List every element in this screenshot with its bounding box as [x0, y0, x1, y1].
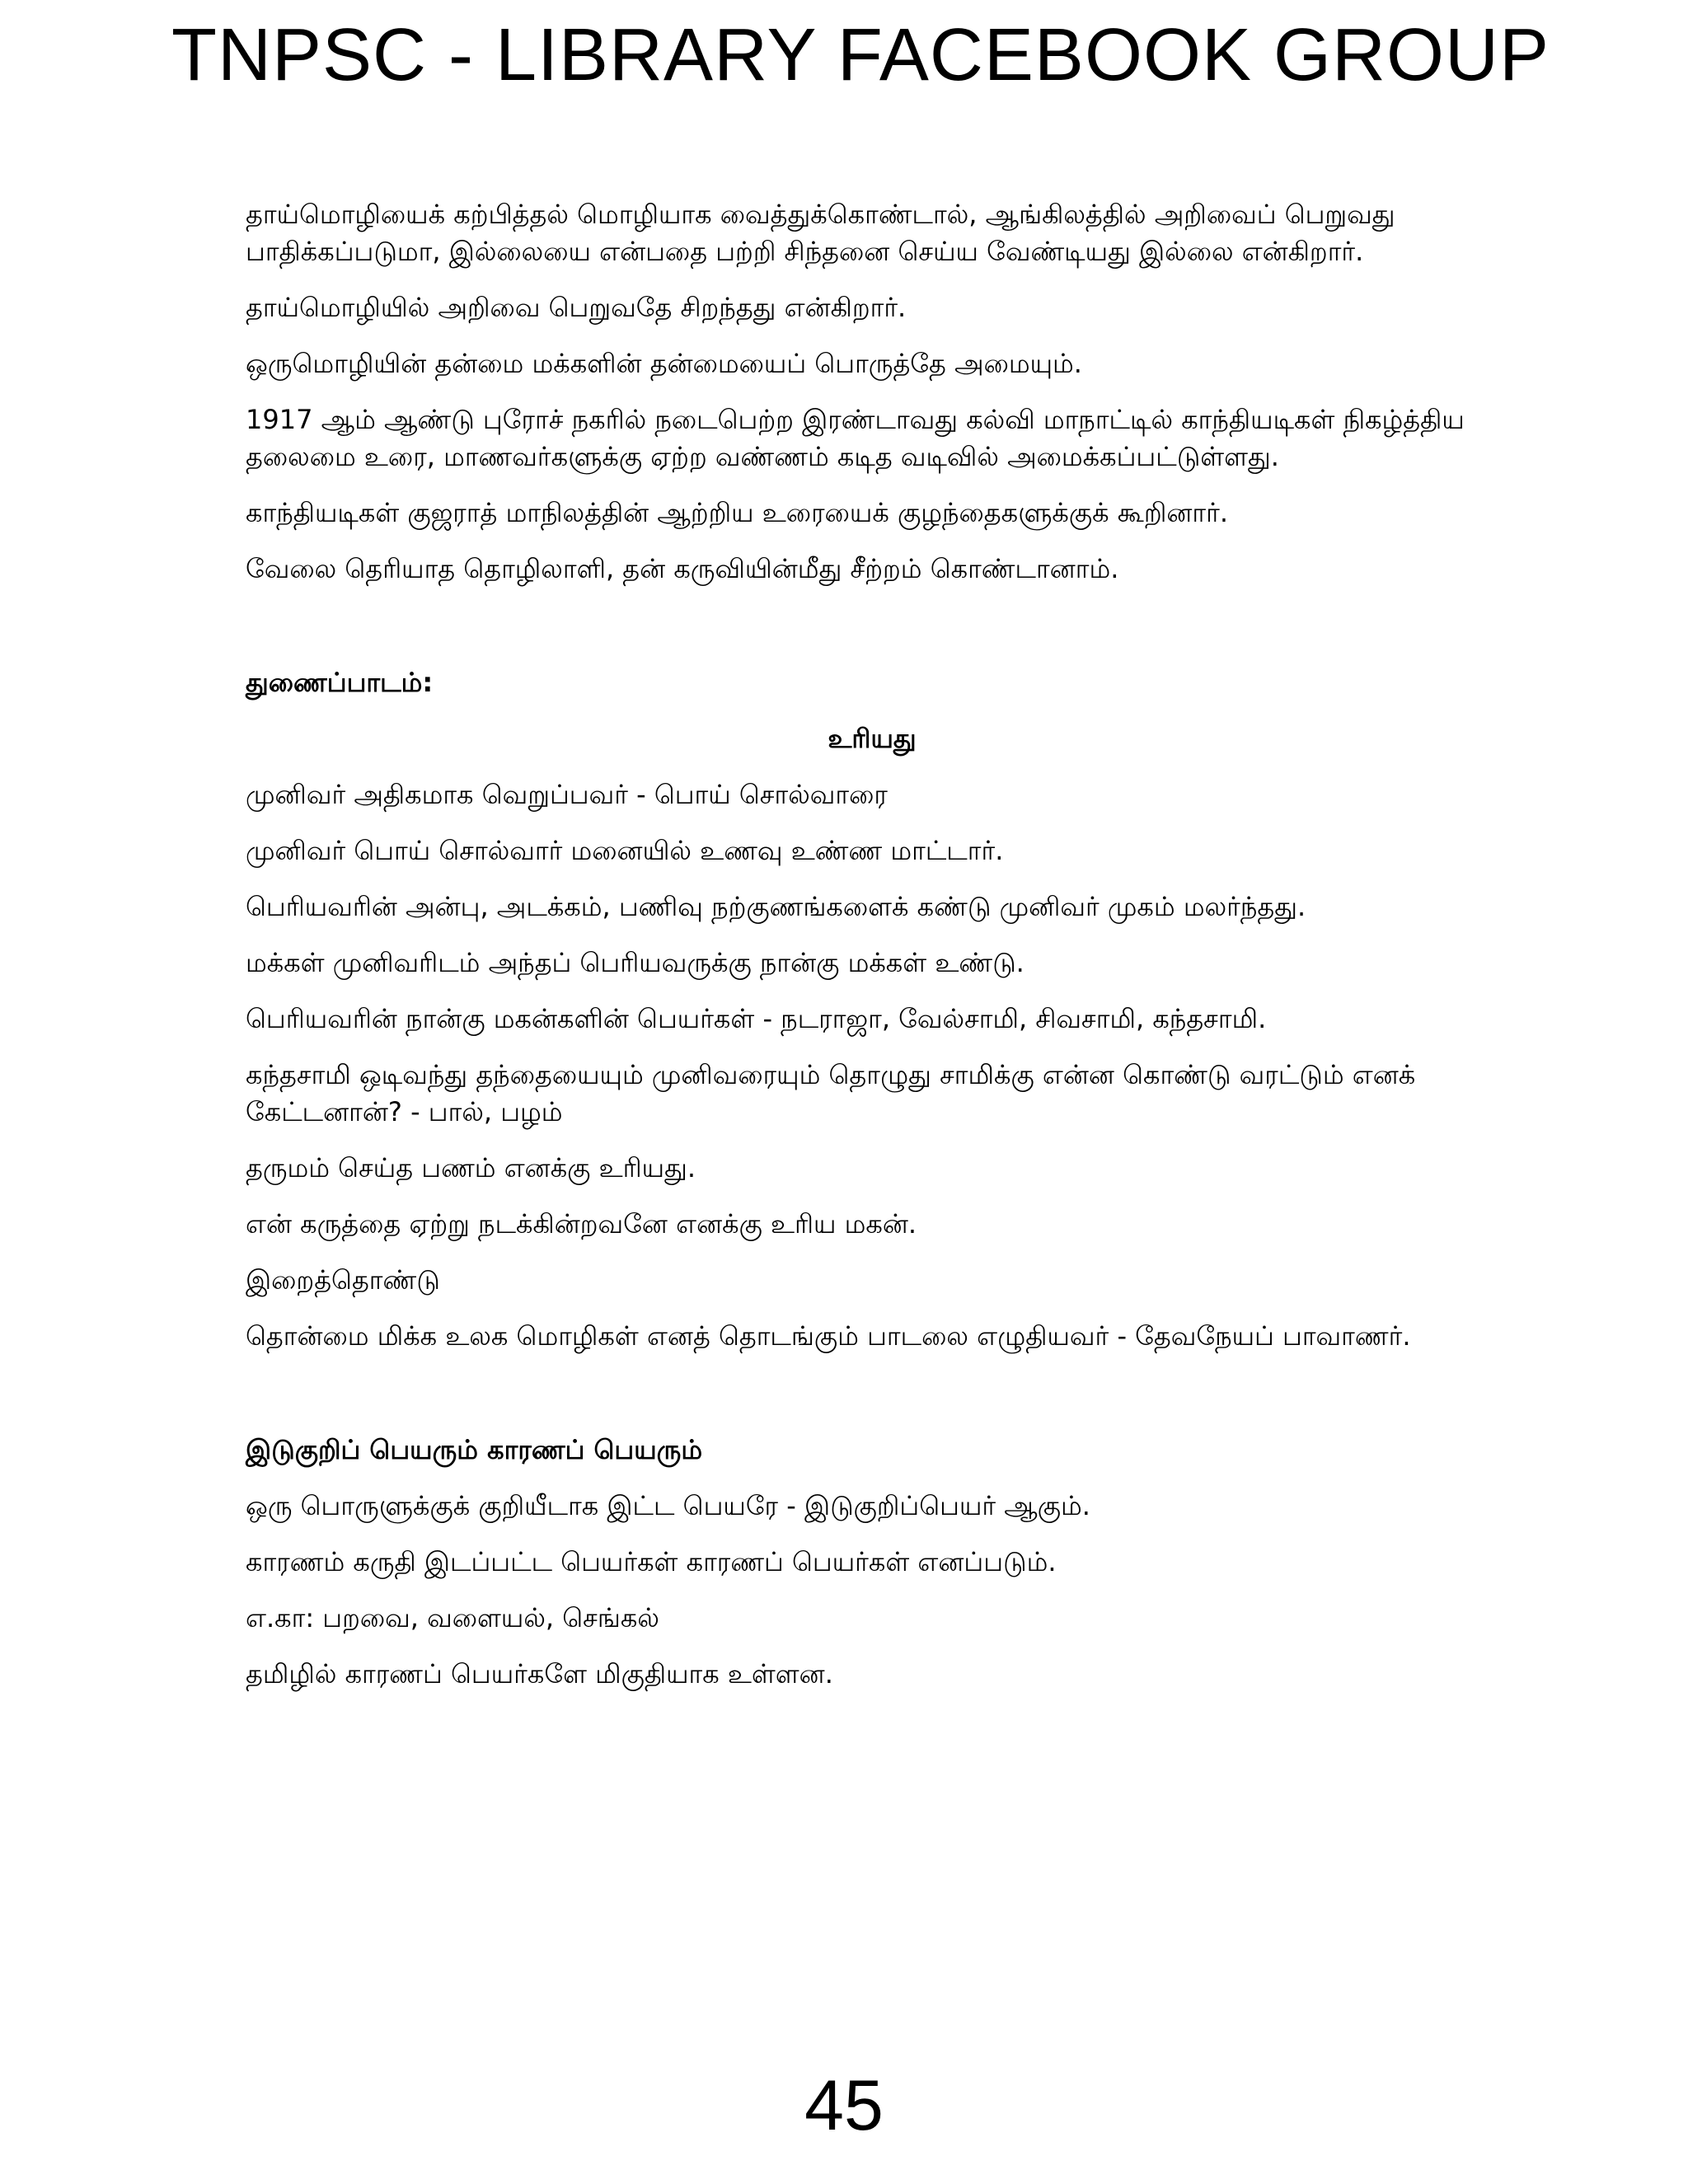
paragraph: ஒருமொழியின் தன்மை மக்களின் தன்மையைப் பொருத்தே அமையும்.	[246, 348, 1082, 379]
section-heading: துணைப்பாடம்:	[246, 667, 434, 698]
paragraph: என் கருத்தை ஏற்று நடக்கின்றவனே எனக்கு உரிய மகன்.	[246, 1208, 917, 1240]
section-name-types	[246, 1432, 1498, 1693]
page-header-title: TNPSC - LIBRARY FACEBOOK GROUP	[171, 14, 1550, 96]
paragraph: பெரியவரின் அன்பு, அடக்கம், பணிவு நற்குணங்களைக் கண்டு முனிவர் முகம் மலர்ந்தது.	[246, 891, 1306, 922]
paragraph: தமிழில் காரணப் பெயர்களே மிகுதியாக உள்ளன.	[246, 1658, 833, 1690]
paragraph: தருமம் செய்த பணம் எனக்கு உரியது.	[246, 1152, 696, 1183]
paragraph: எ.கா: பறவை, வளையல், செங்கல்	[246, 1602, 659, 1633]
lesson-title: உரியது	[828, 723, 917, 754]
paragraph: காரணம் கருதி இடப்பட்ட பெயர்கள் காரணப் பெயர்கள் எனப்படும்.	[246, 1546, 1057, 1577]
paragraph: ஒரு பொருளுக்குக் குறியீடாக இட்ட பெயரே - இடுகுறிப்பெயர் ஆகும்.	[246, 1490, 1090, 1521]
page-number: 45	[804, 2066, 884, 2145]
paragraph: தொன்மை மிக்க உலக மொழிகள் எனத் தொடங்கும் பாடலை எழுதியவர் - தேவநேயப் பாவாணர்.	[246, 1320, 1411, 1352]
paragraph: இறைத்தொண்டு	[246, 1264, 440, 1296]
document-body	[246, 196, 1498, 1712]
paragraph: கந்தசாமி ஒடிவந்து தந்தையையும் முனிவரையும் தொழுது சாமிக்கு என்ன கொண்டு வரட்டும் எனக் கேட்டனான்? - பால், பழம்	[246, 1059, 1416, 1127]
paragraph: தாய்மொழியில் அறிவை பெறுவதே சிறந்தது என்கிறார்.	[246, 292, 907, 323]
section-spacer	[246, 1374, 1498, 1432]
paragraph: தாய்மொழியைக் கற்பித்தல் மொழியாக வைத்துக்கொண்டால், ஆங்கிலத்தில் அறிவைப் பெறுவது பாதிக்கப்படுமா, இல்லையை என்பதை பற்றி சிந்தனை செய்ய வேண்டியது இல்லை என்கிறார்.	[246, 199, 1395, 267]
paragraph: 1917 ஆம் ஆண்டு புரோச் நகரில் நடைபெற்ற இரண்டாவது கல்வி மாநாட்டில் காந்தியடிகள் நிகழ்த்திய தலைமை உரை, மாணவர்களுக்கு ஏற்ற வண்ணம் கடித வடிவில் அமைக்கப்பட்டுள்ளது.	[246, 404, 1465, 472]
paragraph: காந்தியடிகள் குஜராத் மாநிலத்தின் ஆற்றிய உரையைக் குழந்தைகளுக்குக் கூறினார்.	[246, 497, 1228, 528]
section-supplementary-lesson	[246, 664, 1498, 1355]
paragraph: பெரியவரின் நான்கு மகன்களின் பெயர்கள் - நடராஜா, வேல்சாமி, சிவசாமி, கந்தசாமி.	[246, 1003, 1267, 1034]
paragraph: முனிவர் அதிகமாக வெறுப்பவர் - பொய் சொல்வாரை	[246, 779, 888, 810]
section-gandhi-letter	[246, 196, 1498, 588]
section-spacer	[246, 607, 1498, 664]
paragraph: வேலை தெரியாத தொழிலாளி, தன் கருவியின்மீது சீற்றம் கொண்டானாம்.	[246, 553, 1119, 584]
section-heading: இடுகுறிப் பெயரும் காரணப் பெயரும்	[246, 1434, 703, 1465]
paragraph: மக்கள் முனிவரிடம் அந்தப் பெரியவருக்கு நான்கு மக்கள் உண்டு.	[246, 947, 1025, 978]
paragraph: முனிவர் பொய் சொல்வார் மனையில் உணவு உண்ண மாட்டார்.	[246, 835, 1004, 866]
